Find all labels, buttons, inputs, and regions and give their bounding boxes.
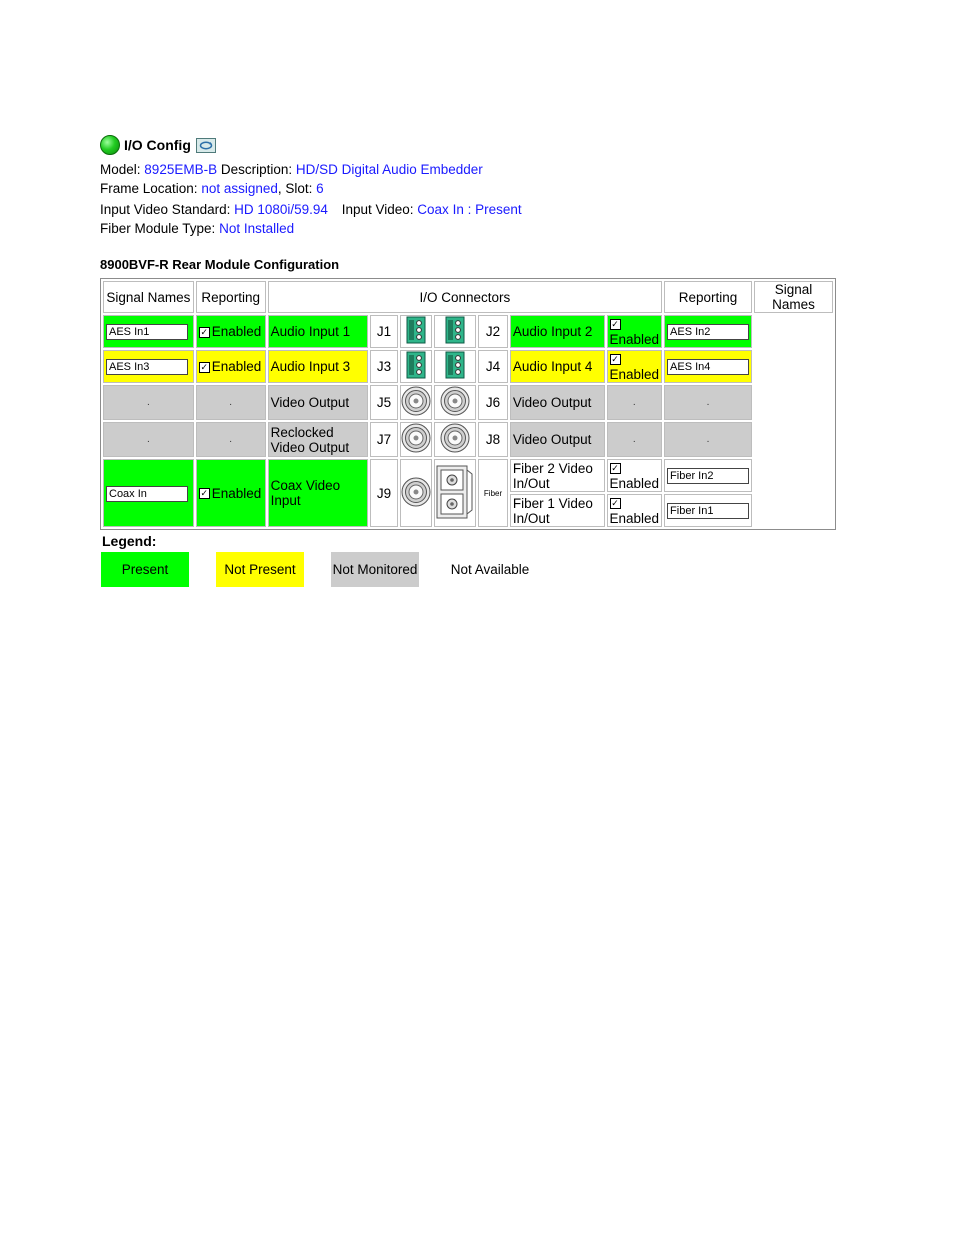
reporting-cell: ✓Enabled — [607, 459, 663, 492]
terminal-block-icon — [434, 350, 476, 383]
signal-name-cell — [664, 494, 752, 527]
signal-name-input-aes-in1[interactable] — [106, 324, 188, 340]
table-row — [103, 385, 833, 420]
model-line: Model: 8925EMB-B Description: HD/SD Digital Audio Embedder — [100, 162, 483, 177]
header-reporting-right: Reporting — [664, 281, 752, 313]
bnc-connector-icon — [400, 422, 432, 457]
connector-id: J4 — [478, 350, 508, 383]
signal-name-input-coax-in[interactable] — [106, 486, 188, 502]
bnc-connector-icon — [400, 385, 432, 420]
page-header — [100, 134, 216, 156]
table-row — [103, 350, 833, 383]
connector-name: Coax Video Input — [268, 459, 368, 527]
connector-id: J6 — [478, 385, 508, 420]
table-header-row — [103, 281, 833, 313]
terminal-block-icon — [434, 315, 476, 348]
connector-name: Video Output — [268, 385, 368, 420]
terminal-block-icon — [400, 350, 432, 383]
signal-name-input-aes-in3[interactable] — [106, 359, 188, 375]
legend-not-monitored: Not Monitored — [331, 552, 419, 587]
connector-id: J5 — [370, 385, 398, 420]
header-signal-names-right: Signal Names — [754, 281, 833, 313]
description-value[interactable]: HD/SD Digital Audio Embedder — [295, 162, 483, 177]
reporting-cell: ✓Enabled — [607, 350, 663, 383]
header-signal-names-left: Signal Names — [103, 281, 194, 313]
connector-name: Fiber 2 Video In/Out — [510, 459, 605, 492]
checkbox-icon[interactable]: ✓ — [611, 319, 619, 330]
signal-name-cell — [664, 315, 752, 348]
bnc-connector-icon — [434, 385, 476, 420]
green-led-icon — [100, 135, 120, 155]
page-title: I/O Config — [124, 137, 191, 153]
connector-name: Fiber 1 Video In/Out — [510, 494, 605, 527]
signal-name-cell — [103, 315, 194, 348]
signal-name-cell — [664, 350, 752, 383]
reporting-cell: ✓Enabled — [607, 494, 663, 527]
checkbox-icon[interactable]: ✓ — [200, 326, 209, 337]
fiber-module-value[interactable]: Not Installed — [219, 221, 295, 236]
connector-id: J8 — [478, 422, 508, 457]
reporting-cell: . — [196, 422, 266, 457]
signal-name-cell: . — [103, 422, 194, 457]
signal-name-input-fiber-in2[interactable] — [667, 468, 749, 484]
section-title: 8900BVF-R Rear Module Configuration — [100, 257, 340, 272]
bnc-connector-icon — [434, 422, 476, 457]
signal-name-cell: . — [664, 422, 752, 457]
terminal-block-icon — [400, 315, 432, 348]
legend-not-present: Not Present — [216, 552, 304, 587]
connector-name: Video Output — [510, 422, 605, 457]
connector-id: J7 — [370, 422, 398, 457]
header-reporting-left: Reporting — [196, 281, 266, 313]
model-value[interactable]: 8925EMB-B — [144, 162, 218, 177]
checkbox-icon[interactable]: ✓ — [200, 361, 209, 372]
fiber-connector-icon — [434, 459, 476, 527]
connector-id: J2 — [478, 315, 508, 348]
checkbox-icon[interactable]: ✓ — [611, 463, 619, 474]
reporting-cell: . — [607, 422, 663, 457]
connector-id: Fiber — [478, 459, 508, 527]
frame-location-line: Frame Location: not assigned, Slot: 6 — [100, 181, 324, 196]
legend-present: Present — [101, 552, 189, 587]
connector-name: Audio Input 1 — [268, 315, 368, 348]
legend-not-available: Not Available — [446, 552, 534, 587]
input-video-line: Input Video Standard: HD 1080i/59.94 Input Video: Coax In : Present — [100, 202, 522, 217]
checkbox-icon[interactable]: ✓ — [611, 498, 619, 509]
table-row — [103, 315, 833, 348]
connector-name: Audio Input 3 — [268, 350, 368, 383]
connector-name: Audio Input 4 — [510, 350, 605, 383]
signal-name-input-aes-in4[interactable] — [667, 359, 749, 375]
reporting-cell: ✓Enabled — [607, 315, 663, 348]
connector-id: J9 — [370, 459, 398, 527]
table-row — [103, 459, 833, 492]
rear-module-config-table — [100, 278, 836, 530]
checkbox-icon[interactable]: ✓ — [200, 488, 209, 499]
bnc-connector-icon — [400, 459, 432, 527]
input-video-standard-value[interactable]: HD 1080i/59.94 — [234, 202, 328, 217]
signal-name-input-aes-in2[interactable] — [667, 324, 749, 340]
signal-name-cell — [664, 459, 752, 492]
reporting-cell: . — [196, 385, 266, 420]
signal-name-cell: . — [103, 385, 194, 420]
checkbox-icon[interactable]: ✓ — [611, 354, 619, 365]
signal-name-input-fiber-in1[interactable] — [667, 503, 749, 519]
refresh-icon[interactable] — [196, 138, 216, 153]
connector-name: Reclocked Video Output — [268, 422, 368, 457]
input-video-value[interactable]: Coax In : Present — [417, 202, 522, 217]
reporting-cell: ✓ Enabled — [196, 459, 266, 527]
connector-id: J3 — [370, 350, 398, 383]
signal-name-cell: . — [664, 385, 752, 420]
slot-value[interactable]: 6 — [316, 181, 324, 196]
table-row — [103, 422, 833, 457]
fiber-module-line: Fiber Module Type: Not Installed — [100, 221, 295, 236]
reporting-cell: ✓ Enabled — [196, 315, 266, 348]
reporting-cell: ✓ Enabled — [196, 350, 266, 383]
frame-location-value[interactable]: not assigned — [201, 181, 278, 196]
signal-name-cell — [103, 350, 194, 383]
signal-name-cell — [103, 459, 194, 527]
header-io-connectors: I/O Connectors — [268, 281, 662, 313]
legend-title: Legend: — [102, 533, 157, 549]
connector-name: Video Output — [510, 385, 605, 420]
reporting-cell: . — [607, 385, 663, 420]
connector-name: Audio Input 2 — [510, 315, 605, 348]
connector-id: J1 — [370, 315, 398, 348]
